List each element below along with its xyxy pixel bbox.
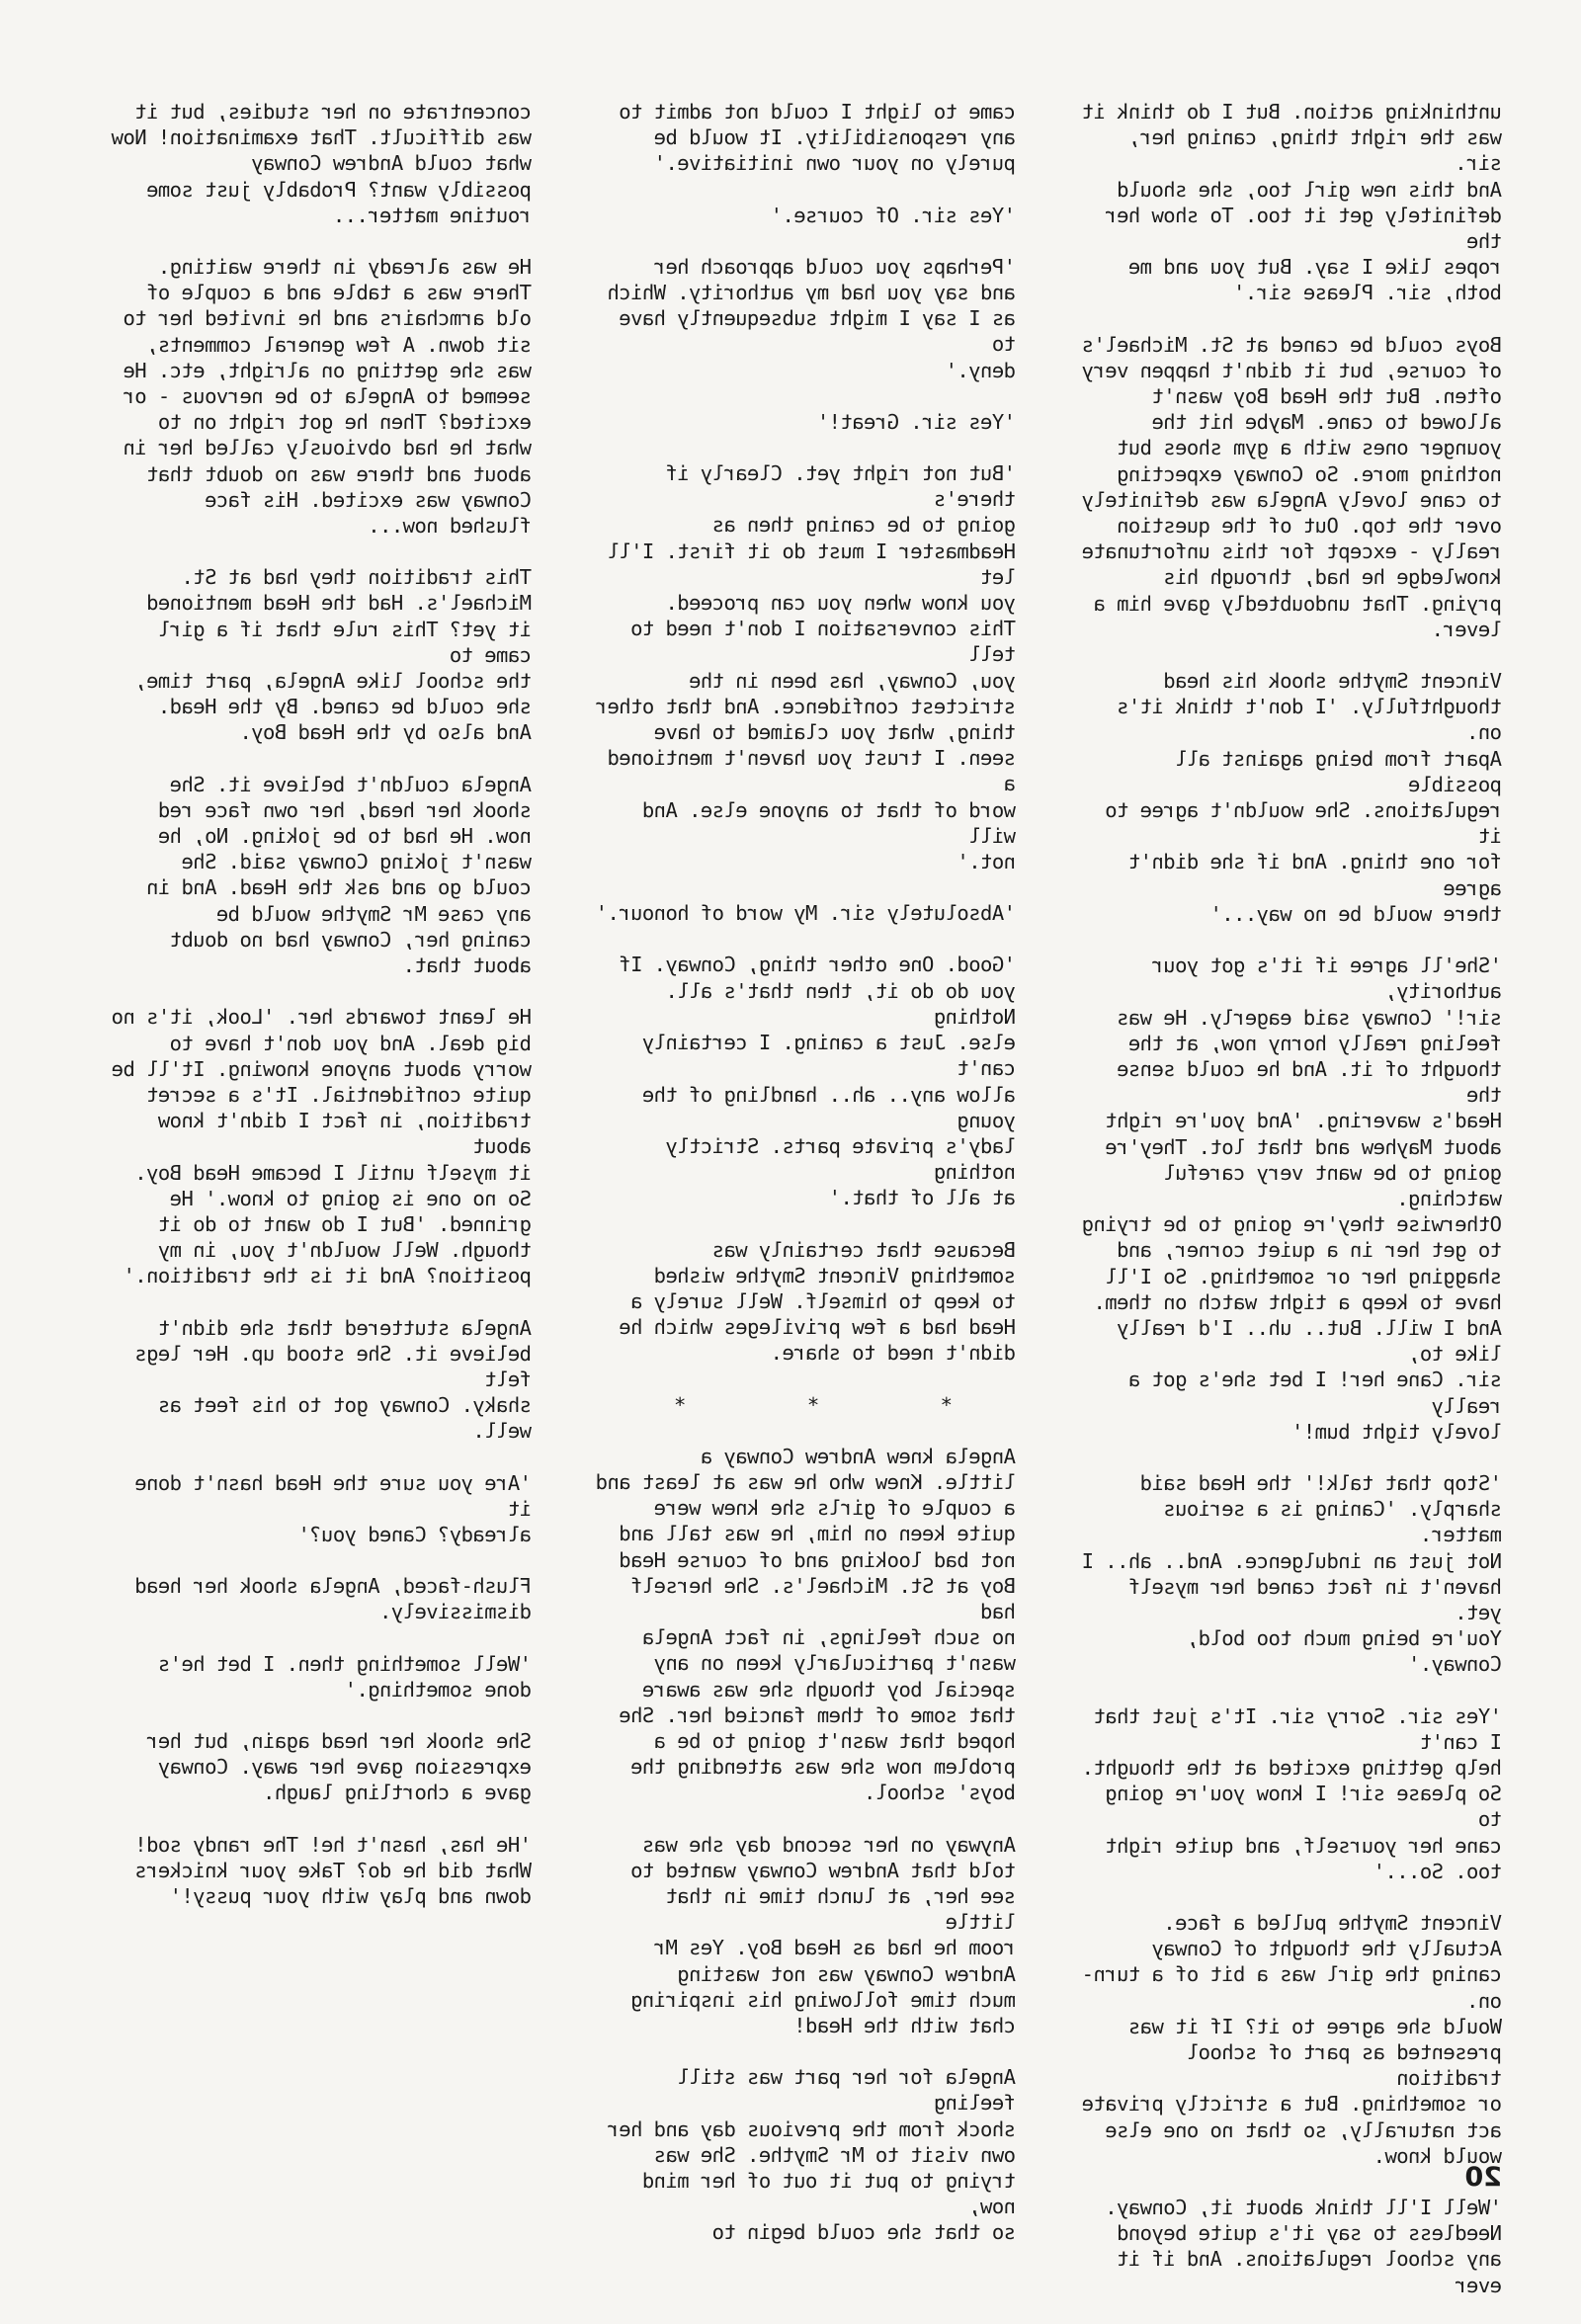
paragraph: 'Yes sir. Sorry sir. It's just that I can't help getting excited at the thought. So please sir! I know you're going to cane her yourself, and quite right too. So...' [1082, 1703, 1502, 1883]
paragraph: He leant towards her. 'Look, it's no big deal. And you don't have to worry about anyone knowing. It'll be quite confidential. It's a secret tradition, in fact I didn't know about it myself until I became Head Boy. So no one is going to know.' He grinned. 'But I do want to do it though. Well wouldn't you, in my position? And it is the tradition.' [112, 1005, 532, 1288]
paragraph: 'Well I'll think about it, Conway. Needless to say it's quite beyond any school regulations. And if it ever [1105, 2196, 1502, 2297]
paragraph: unthinking action. But I do think it was the right thing, caning her, sir. And this new girl too, she should definitely get it too. To show her the ropes like I say. But you and me both, sir. Please sir.' [1082, 100, 1502, 305]
paragraph: 'She'll agree if it's got your authority, sir!' Conway said eagerly. He was feeling really horny now, at the thought of it. And he could sense the Head's wavering. 'And you're right about Mayhew and that lot. They're going to be want very careful watching. Otherwise they're going to be trying to get her in a quiet corner, and shagging her or something. So I'll have to keep a tight watch on them. And I will. But.. uh.. I'd really like to, sir. Cane her! I bet she's got a really lovely tight bum!' [1082, 954, 1502, 1444]
paragraph: Vincent Smythe pulled a face. Actually the thought of Conway caning the girl was a bit of a turn-on. Would she agree to it? If it was presented as part of school tradition or something. But a strictly private act naturally, so that no one else would know. [1082, 1911, 1502, 2168]
paragraph: 'Yes sir. Great!' [817, 409, 1016, 434]
paragraph: 'Are you sure the Head hasn't done it already? Caned you?' [134, 1470, 532, 1546]
paragraph: Angela for her part was still feeling shock from the previous day and her own visit to Mr Smythe. She was trying to put it out of her mind now, so that she could begin to [608, 2065, 1016, 2245]
paragraph: 'But not right yet. Clearly if there's going to be caning then as Headmaster I must do it first. I'll let you know when you can proceed. This conversation I don't need to tell you, Conway, has been in the strictest confidence. And that other thing, what you claimed to have seen. I trust you haven't mentioned a word of that to anyone else. And will not.' [596, 461, 1016, 874]
paragraph: Anyway on her second day she was told that Andrew Conway wanted to see her, at lunch time in that little room he had as Head Boy. Yes Mr Andrew Conway was not wasting much time following his inspiring chat with the Head! [630, 1832, 1016, 2037]
paragraph: This tradition they had at St. Michael's. Had the Head mentioned it yet? This rule that if a girl came to the school like Angela, part time, she could be caned. By the Head. And also by the Head Boy. [134, 565, 532, 745]
paragraph: 'Good. One other thing, Conway. If you do do it, then that's all. Nothing else. Just a caning. I certainly can't allow any.. ah.. handling of the young lady's private parts. Strictly nothing at all of that.' [619, 953, 1016, 1210]
paragraph: Angela stuttered that she didn't believe it. She stood up. Her legs felt shaky. Conway got to his feet as well. [134, 1315, 532, 1444]
paragraph: 'Stop that talk!' the Head said sharply. 'Caning is a serious matter. Not just an indulgence. And.. ah.. I haven't in fact caned her myself yet. You're being much too bold, Conway.' [1082, 1470, 1502, 1677]
paragraph: 'Yes sir. Of course.' [771, 203, 1016, 227]
paragraph: 'He has, hasn't he! The randy sod! What did he do? Take your knickers down and play with your pussy!' [134, 1832, 532, 1908]
paragraph: 'Perhaps you could approach her and say you had my authority. Which as I say I might subsequently have to deny.' [608, 254, 1016, 382]
section-break: * * * [620, 1392, 953, 1417]
paragraph: Because that certainly was something Vincent Smythe wished to keep to himself. Well surely a Head had a few privileges which he didn't need to share. [619, 1237, 1016, 1366]
text-column-1 [1082, 99, 1502, 2324]
paragraph: Angela knew Andrew Conway a little. Knew who he was at least and a couple of girls she knew were quite keen on him, he was tall and not bad looking and of course Head Boy at St. Michael's. She herself had no such feelings, in fact Angela wasn't particularly keen on any special boy though she was aware that some of them fancied her. She hoped that wasn't going to be a problem now she was attending the boys' school. [596, 1444, 1016, 1805]
paragraph: She shook her head again, but her expression gave her away. Conway gave a chortling laugh. [146, 1728, 532, 1805]
paragraph: Angela couldn't believe it. She shook her head, her own face red now. He had to be joking. No, he wasn't joking Conway said. She could go and ask the Head. And in any case Mr Smythe would be caning her, Conway had no doubt about that. [146, 772, 532, 978]
paragraph: came to light I could not admit to any responsibility. It would be purely on your own initiative.' [619, 100, 1016, 176]
paragraph: Boys could be caned at St. Michael's of course, but it didn't happen very often. But the Head Boy wasn't allowed to cane. Maybe hit the younger ones with a gym shoes but nothing more. So Conway expecting to cane lovely Angela was definitely over the top. Out of the question really - except for this unfortunate knowledge he had, through his prying. That undoubtedly gave him a lever. [1082, 332, 1502, 641]
paragraph: 'Well something then. I bet he's done something.' [158, 1651, 532, 1702]
paragraph: Vincent Smythe shook his head thoughtfully. 'I don't think it's on. Apart from being against all possible regulations. She wouldn't agree to it for one thing. And if she didn't agree there would be no way...' [1105, 669, 1502, 926]
paragraph: Flush-faced, Angela shook her head dismissively. [134, 1574, 532, 1624]
page-number: 20 [1464, 2162, 1502, 2193]
text-column-2 [596, 99, 1016, 2272]
paragraph: concentrate on her studies, but it was difficult. That examination! Now what could Andrew Conway possibly want? Probably just some routine matter... [112, 100, 532, 227]
paragraph: He was already in there waiting. There was a table and a couple of old armchairs and he invited her to sit down. A few general comments, was she getting on alright, etc. He seemed to Angela to be nervous - or excited? Then he got right on to what he had obviously called her in about and there was no doubt that Conway was excited. His face flushed now... [124, 255, 532, 539]
paragraph: 'Absolutely sir. My word of honour.' [596, 901, 1016, 926]
text-column-3 [112, 99, 532, 1935]
